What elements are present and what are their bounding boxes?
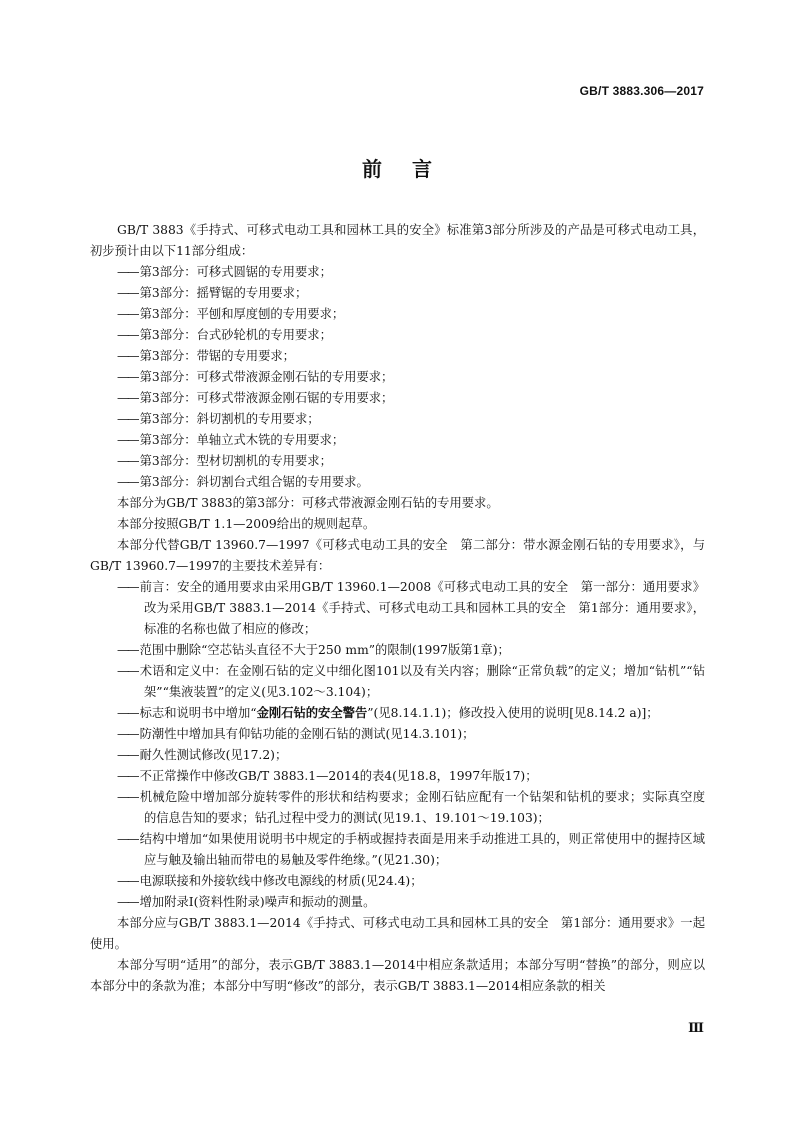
list-item: —— 第3部分：可移式带液源金刚石钻的专用要求； xyxy=(117,367,705,388)
warning-text-after: ”(见8.14.1.1)；修改投入使用的说明[见8.14.2 a)]； xyxy=(367,706,659,720)
list-item: —— 机械危险中增加部分旋转零件的形状和结构要求；金刚石钻应配有一个钻架和钻机的要求；实际真空度的信息告知的要求；钻孔过程中受力的测试(见19.1、19.101～19.103)； xyxy=(117,787,705,829)
list-item: —— 第3部分：可移式带液源金刚石锯的专用要求； xyxy=(117,388,705,409)
list-item: —— 结构中增加“如果使用说明书中规定的手柄或握持表面是用来手动推进工具的，则正常使用中的握持区域应与触及输出轴而带电的易触及零件绝缘。”(见21.30)； xyxy=(117,829,705,871)
list-item: —— 电源联接和外接软线中修改电源线的材质(见24.4)； xyxy=(117,871,705,892)
list-item: —— 第3部分：可移式圆锯的专用要求； xyxy=(117,262,705,283)
replace-paragraph: 本部分代替GB/T 13960.7—1997《可移式电动工具的安全 第二部分：带水源金刚石钻的专用要求》，与GB/T 13960.7—1997的主要技术差异有： xyxy=(90,538,705,573)
list-item: —— 第3部分：单轴立式木铣的专用要求； xyxy=(117,430,705,451)
list-item: —— 第3部分：型材切割机的专用要求； xyxy=(117,451,705,472)
use-paragraph: 本部分应与GB/T 3883.1—2014《手持式、可移式电动工具和园林工具的安全 第1部分：通用要求》一起使用。 xyxy=(90,916,705,951)
intro-paragraph: GB/T 3883《手持式、可移式电动工具和园林工具的安全》标准第3部分所涉及的产品是可移式电动工具，初步预计由以下11部分组成： xyxy=(90,223,705,258)
list-item: —— 第3部分：平刨和厚度刨的专用要求； xyxy=(117,304,705,325)
warning-text-before: 标志和说明书中增加“ xyxy=(139,706,257,720)
list-item-warning xyxy=(117,703,705,724)
list-item: —— 第3部分：斜切割机的专用要求； xyxy=(117,409,705,430)
page-title: 前言 xyxy=(362,157,462,181)
list-item: —— 不正常操作中修改GB/T 3883.1—2014的表4(见18.8，1997年版17)； xyxy=(117,766,705,787)
differences-list xyxy=(90,577,705,913)
list-item: —— 范围中删除“空芯钻头直径不大于250 mm”的限制(1997版第1章)； xyxy=(117,640,705,661)
list-item: —— 耐久性测试修改(见17.2)； xyxy=(117,745,705,766)
standard-code: GB/T 3883.306—2017 xyxy=(579,84,704,98)
list-item: —— 第3部分：带锯的专用要求； xyxy=(117,346,705,367)
wording-paragraph: 本部分写明“适用”的部分，表示GB/T 3883.1—2014中相应条款适用；本部分写明“替换”的部分，则应以本部分中的条款为准；本部分中写明“修改”的部分，表示GB/T 3883.1—2014相应条款的相关 xyxy=(90,958,705,993)
list-item: —— 增加附录I(资料性附录)噪声和振动的测量。 xyxy=(117,892,705,913)
part-paragraph: 本部分为GB/T 3883的第3部分：可移式带液源金刚石钻的专用要求。 xyxy=(117,496,499,510)
list-item: —— 第3部分：台式砂轮机的专用要求； xyxy=(117,325,705,346)
list-item: —— 第3部分：摇臂锯的专用要求； xyxy=(117,283,705,304)
warning-title: 金刚石钻的安全警告 xyxy=(256,706,368,720)
list-item: —— 术语和定义中：在金刚石钻的定义中细化图101以及有关内容；删除“正常负载”的定义；增加“钻机”“钻架”“集液装置”的定义(见3.102～3.104)； xyxy=(117,661,705,703)
list-item: —— 第3部分：斜切割台式组合锯的专用要求。 xyxy=(117,472,705,493)
parts-list xyxy=(90,262,705,493)
list-item: —— 防潮性中增加具有仰钻功能的金刚石钻的测试(见14.3.101)； xyxy=(117,724,705,745)
document-body xyxy=(90,220,705,997)
list-item: —— 前言：安全的通用要求由采用GB/T 13960.1—2008《可移式电动工具的安全 第一部分：通用要求》改为采用GB/T 3883.1—2014《手持式、可移式电动工具和园林工具的安全 第1部分：通用要求》，标准的名称也做了相应的修改； xyxy=(117,577,705,640)
rules-paragraph: 本部分按照GB/T 1.1—2009给出的规则起草。 xyxy=(117,517,376,531)
page-number: Ⅲ xyxy=(688,1021,704,1036)
